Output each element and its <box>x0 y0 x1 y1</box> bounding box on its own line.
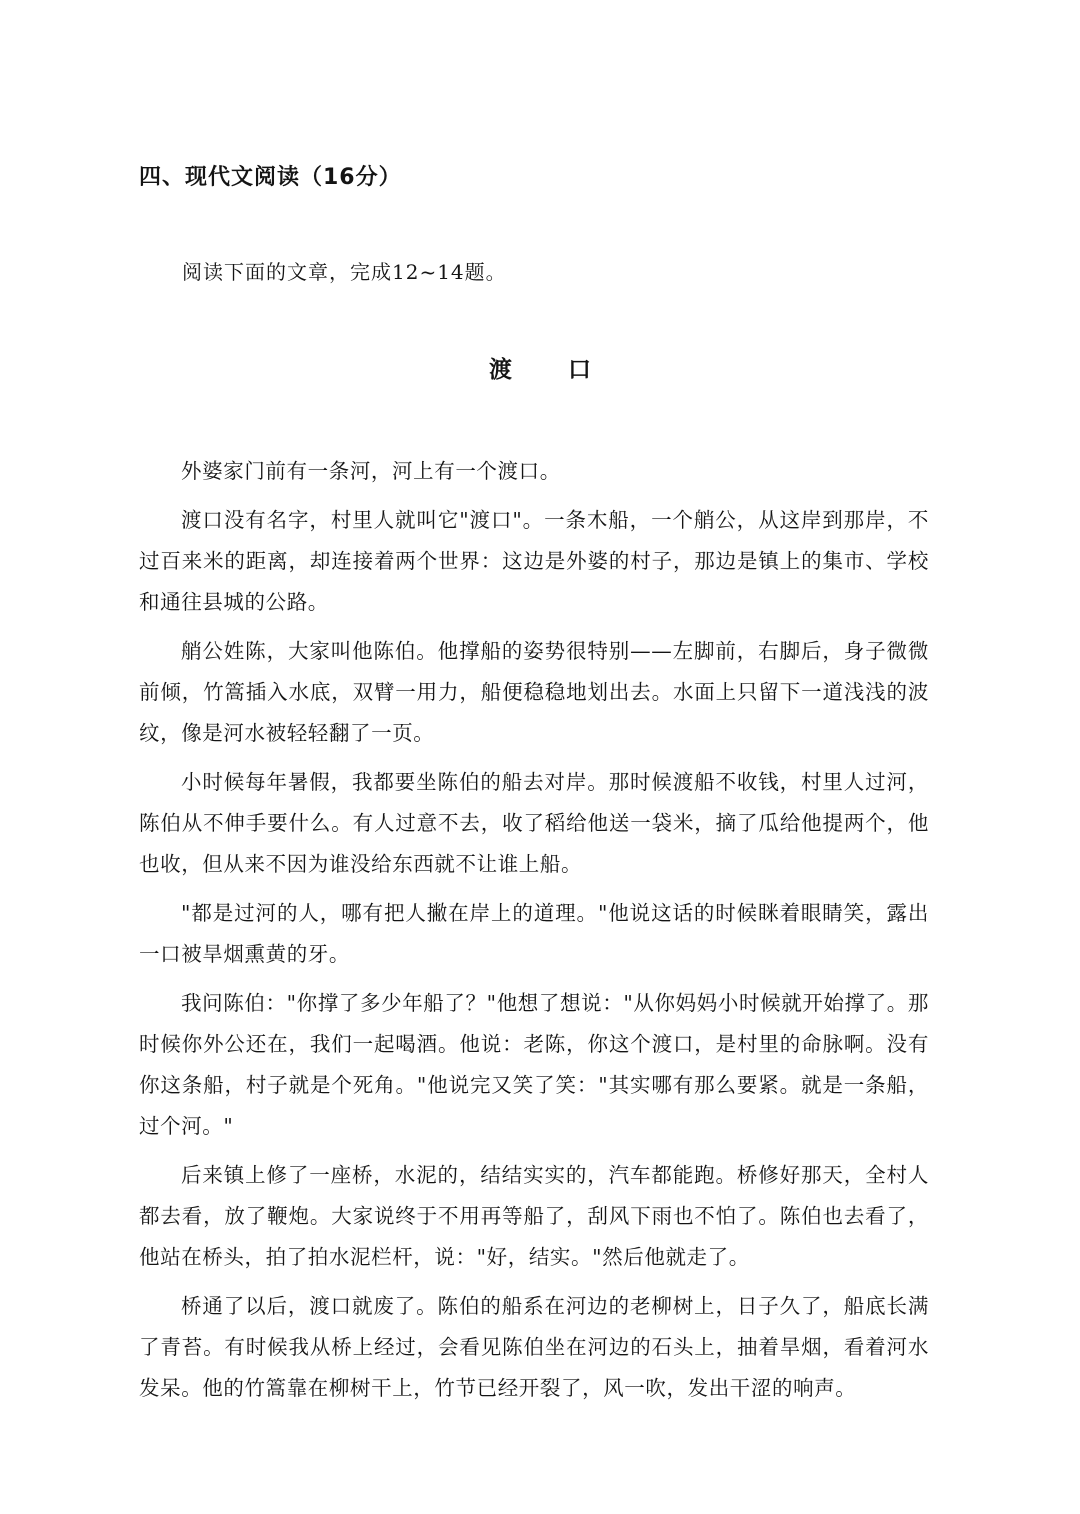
article-title: 渡 口 <box>488 357 615 383</box>
article-paragraph: 后来镇上修了一座桥，水泥的，结结实实的，汽车都能跑。桥修好那天，全村人都去看，放了鞭炮。大家说终于不用再等船了，刮风下雨也不怕了。陈伯也去看了，他站在桥头，拍了拍水泥栏杆，说："好，结实。"然后他就走了。 <box>139 1163 929 1269</box>
reading-instruction: 阅读下面的文章，完成12~14题。 <box>182 260 507 284</box>
article-paragraph: 渡口没有名字，村里人就叫它"渡口"。一条木船，一个艄公，从这岸到那岸，不过百来米的距离，却连接着两个世界：这边是外婆的村子，那边是镇上的集市、学校和通往县城的公路。 <box>139 508 929 614</box>
article-paragraph: 我问陈伯："你撑了多少年船了？"他想了想说："从你妈妈小时候就开始撑了。那时候你外公还在，我们一起喝酒。他说：老陈，你这个渡口，是村里的命脉啊。没有你这条船，村子就是个死角。"他说完又笑了笑："其实哪有那么要紧。就是一条船，过个河。" <box>139 991 929 1138</box>
article-body <box>139 451 929 1417</box>
section-heading: 四、现代文阅读（16分） <box>139 165 402 190</box>
article-paragraph: 艄公姓陈，大家叫他陈伯。他撑船的姿势很特别——左脚前，右脚后，身子微微前倾，竹篙插入水底，双臂一用力，船便稳稳地划出去。水面上只留下一道浅浅的波纹，像是河水被轻轻翻了一页。 <box>139 639 929 745</box>
article-paragraph: 小时候每年暑假，我都要坐陈伯的船去对岸。那时候渡船不收钱，村里人过河，陈伯从不伸手要什么。有人过意不去，收了稻给他送一袋米，摘了瓜给他提两个，他也收，但从来不因为谁没给东西就不让谁上船。 <box>139 770 929 876</box>
article-paragraph: 桥通了以后，渡口就废了。陈伯的船系在河边的老柳树上，日子久了，船底长满了青苔。有时候我从桥上经过，会看见陈伯坐在河边的石头上，抽着旱烟，看着河水发呆。他的竹篙靠在柳树干上，竹节已经开裂了，风一吹，发出干涩的响声。 <box>139 1294 929 1400</box>
article-paragraph: "都是过河的人，哪有把人撇在岸上的道理。"他说这话的时候眯着眼睛笑，露出一口被旱烟熏黄的牙。 <box>139 901 929 966</box>
article-paragraph: 外婆家门前有一条河，河上有一个渡口。 <box>181 459 561 483</box>
